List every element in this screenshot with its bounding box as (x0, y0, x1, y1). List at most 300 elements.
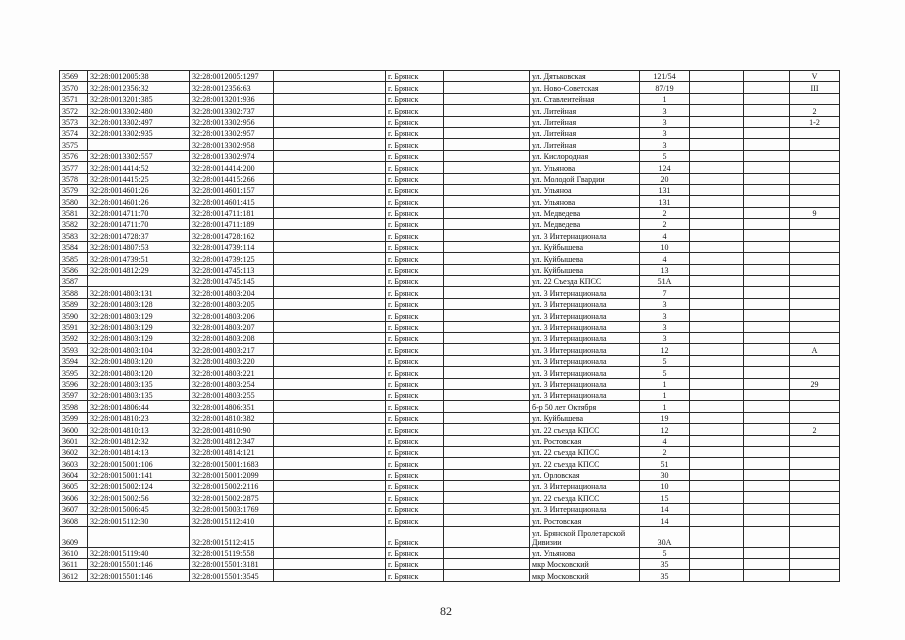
row-number-cell: 3600 (60, 424, 88, 435)
street-cell: ул. Ульянова (530, 162, 640, 173)
extra-cell (690, 458, 744, 469)
extra-cell (690, 298, 744, 309)
row-number-cell: 3593 (60, 344, 88, 355)
house-number-cell: 124 (640, 162, 690, 173)
row-number-cell: 3611 (60, 559, 88, 570)
cadastral-parent-cell: 32:28:0014803:128 (88, 298, 190, 309)
extra-cell (690, 321, 744, 332)
empty-cell (444, 71, 530, 82)
empty-cell (744, 503, 790, 514)
apartment-cell (790, 219, 840, 230)
table-row (60, 378, 840, 389)
cadastral-parent-cell: 32:28:0014812:29 (88, 264, 190, 275)
cadastral-number-cell: 32:28:0015001:2099 (190, 469, 274, 480)
empty-cell (274, 241, 386, 252)
empty-cell (274, 559, 386, 570)
row-number-cell: 3605 (60, 481, 88, 492)
empty-cell (444, 424, 530, 435)
city-cell: г. Брянск (386, 424, 444, 435)
cadastral-number-cell: 32:28:0014711:181 (190, 207, 274, 218)
extra-cell (690, 389, 744, 400)
row-number-cell: 3606 (60, 492, 88, 503)
empty-cell (444, 458, 530, 469)
empty-cell (444, 298, 530, 309)
extra-cell (690, 276, 744, 287)
apartment-cell (790, 196, 840, 207)
city-cell: г. Брянск (386, 570, 444, 581)
extra-cell (690, 435, 744, 446)
extra-cell (690, 469, 744, 480)
empty-cell (744, 446, 790, 457)
empty-cell (744, 230, 790, 241)
house-number-cell: 3 (640, 298, 690, 309)
cadastral-number-cell: 32:28:0014803:207 (190, 321, 274, 332)
cadastral-number-cell: 32:28:0015002:2116 (190, 481, 274, 492)
apartment-cell (790, 276, 840, 287)
page-number: 82 (440, 604, 452, 618)
street-cell: мкр Московский (530, 570, 640, 581)
house-number-cell: 87/19 (640, 82, 690, 93)
apartment-cell (790, 287, 840, 298)
cadastral-parent-cell: 32:28:0014806:44 (88, 401, 190, 412)
table-row (60, 150, 840, 161)
table-row (60, 547, 840, 558)
extra-cell (690, 71, 744, 82)
extra-cell (690, 264, 744, 275)
row-number-cell: 3587 (60, 276, 88, 287)
apartment-cell: 2 (790, 105, 840, 116)
cadastral-number-cell: 32:28:0014803:205 (190, 298, 274, 309)
cadastral-parent-cell: 32:28:0015119:40 (88, 547, 190, 558)
cadastral-number-cell: 32:28:0014415:266 (190, 173, 274, 184)
house-number-cell: 30 (640, 469, 690, 480)
table-row (60, 116, 840, 127)
street-cell: ул. 22 съезда КПСС (530, 458, 640, 469)
city-cell: г. Брянск (386, 150, 444, 161)
street-cell: ул. 3 Интернационала (530, 503, 640, 514)
table-row (60, 287, 840, 298)
table-row (60, 127, 840, 138)
empty-cell (744, 127, 790, 138)
empty-cell (744, 412, 790, 423)
empty-cell (444, 526, 530, 547)
apartment-cell (790, 492, 840, 503)
table-row (60, 469, 840, 480)
extra-cell (690, 481, 744, 492)
apartment-cell (790, 298, 840, 309)
table-row (60, 310, 840, 321)
street-cell: ул. Литейная (530, 139, 640, 150)
empty-cell (274, 355, 386, 366)
extra-cell (690, 116, 744, 127)
table-row (60, 570, 840, 581)
extra-cell (690, 332, 744, 343)
house-number-cell: 3 (640, 321, 690, 332)
house-number-cell: 131 (640, 196, 690, 207)
house-number-cell: 51А (640, 276, 690, 287)
row-number-cell: 3591 (60, 321, 88, 332)
extra-cell (690, 162, 744, 173)
cadastral-number-cell: 32:28:0013302:957 (190, 127, 274, 138)
city-cell: г. Брянск (386, 71, 444, 82)
city-cell: г. Брянск (386, 276, 444, 287)
extra-cell (690, 559, 744, 570)
empty-cell (274, 287, 386, 298)
cadastral-number-cell: 32:28:0014810:382 (190, 412, 274, 423)
apartment-cell (790, 481, 840, 492)
city-cell: г. Брянск (386, 355, 444, 366)
cadastral-parent-cell: 32:28:0014711:70 (88, 219, 190, 230)
apartment-cell (790, 355, 840, 366)
cadastral-number-cell: 32:28:0015501:3181 (190, 559, 274, 570)
city-cell: г. Брянск (386, 559, 444, 570)
row-number-cell: 3595 (60, 367, 88, 378)
empty-cell (744, 401, 790, 412)
house-number-cell: 1 (640, 378, 690, 389)
cadastral-parent-cell: 32:28:0015006:45 (88, 503, 190, 514)
empty-cell (444, 173, 530, 184)
empty-cell (274, 503, 386, 514)
extra-cell (690, 378, 744, 389)
extra-cell (690, 526, 744, 547)
row-number-cell: 3601 (60, 435, 88, 446)
table-row (60, 332, 840, 343)
row-number-cell: 3604 (60, 469, 88, 480)
city-cell: г. Брянск (386, 492, 444, 503)
cadastral-number-cell: 32:28:0014803:221 (190, 367, 274, 378)
city-cell: г. Брянск (386, 207, 444, 218)
city-cell: г. Брянск (386, 139, 444, 150)
cadastral-number-cell: 32:28:0014814:121 (190, 446, 274, 457)
empty-cell (274, 219, 386, 230)
city-cell: г. Брянск (386, 344, 444, 355)
city-cell: г. Брянск (386, 173, 444, 184)
row-number-cell: 3610 (60, 547, 88, 558)
empty-cell (744, 298, 790, 309)
house-number-cell: 3 (640, 310, 690, 321)
house-number-cell: 131 (640, 184, 690, 195)
city-cell: г. Брянск (386, 515, 444, 526)
house-number-cell: 2 (640, 446, 690, 457)
table-row (60, 389, 840, 400)
cadastral-parent-cell: 32:28:0013302:497 (88, 116, 190, 127)
cadastral-parent-cell: 32:28:0015002:124 (88, 481, 190, 492)
empty-cell (274, 184, 386, 195)
city-cell: г. Брянск (386, 435, 444, 446)
apartment-cell (790, 93, 840, 104)
cadastral-parent-cell: 32:28:0014814:13 (88, 446, 190, 457)
empty-cell (274, 162, 386, 173)
cadastral-number-cell: 32:28:0012356:63 (190, 82, 274, 93)
empty-cell (444, 503, 530, 514)
extra-cell (690, 230, 744, 241)
house-number-cell: 2 (640, 219, 690, 230)
table-row (60, 264, 840, 275)
empty-cell (444, 105, 530, 116)
table-row (60, 435, 840, 446)
house-number-cell: 1 (640, 401, 690, 412)
empty-cell (444, 276, 530, 287)
cadastral-parent-cell: 32:28:0014803:135 (88, 389, 190, 400)
cadastral-parent-cell: 32:28:0014414:52 (88, 162, 190, 173)
street-cell: ул. 3 Интернационала (530, 389, 640, 400)
cadastral-parent-cell: 32:28:0014810:23 (88, 412, 190, 423)
apartment-cell (790, 401, 840, 412)
empty-cell (744, 207, 790, 218)
extra-cell (690, 82, 744, 93)
apartment-cell (790, 515, 840, 526)
cadastral-number-cell: 32:28:0014803:255 (190, 389, 274, 400)
apartment-cell: 2 (790, 424, 840, 435)
empty-cell (744, 469, 790, 480)
empty-cell (744, 184, 790, 195)
row-number-cell: 3590 (60, 310, 88, 321)
city-cell: г. Брянск (386, 503, 444, 514)
city-cell: г. Брянск (386, 116, 444, 127)
apartment-cell (790, 435, 840, 446)
empty-cell (444, 389, 530, 400)
empty-cell (744, 367, 790, 378)
house-number-cell: 19 (640, 412, 690, 423)
cadastral-number-cell: 32:28:0015112:415 (190, 526, 274, 547)
extra-cell (690, 446, 744, 457)
empty-cell (274, 82, 386, 93)
empty-cell (274, 230, 386, 241)
cadastral-parent-cell: 32:28:0014803:120 (88, 367, 190, 378)
street-cell: ул. 3 Интернационала (530, 230, 640, 241)
property-table (59, 70, 840, 582)
extra-cell (690, 219, 744, 230)
row-number-cell: 3609 (60, 526, 88, 547)
street-cell: ул. Куйбышева (530, 264, 640, 275)
extra-cell (690, 515, 744, 526)
table-row (60, 401, 840, 412)
empty-cell (444, 196, 530, 207)
cadastral-parent-cell (88, 276, 190, 287)
city-cell: г. Брянск (386, 481, 444, 492)
street-cell: ул. 3 Интернационала (530, 344, 640, 355)
cadastral-parent-cell: 32:28:0014803:120 (88, 355, 190, 366)
apartment-cell: V (790, 71, 840, 82)
table-row (60, 321, 840, 332)
empty-cell (744, 458, 790, 469)
empty-cell (444, 253, 530, 264)
empty-cell (274, 570, 386, 581)
row-number-cell: 3584 (60, 241, 88, 252)
street-cell: ул. 22 съезда КПСС (530, 424, 640, 435)
cadastral-number-cell: 32:28:0015002:2875 (190, 492, 274, 503)
empty-cell (274, 547, 386, 558)
empty-cell (274, 492, 386, 503)
empty-cell (744, 71, 790, 82)
empty-cell (744, 492, 790, 503)
cadastral-number-cell: 32:28:0012005:1297 (190, 71, 274, 82)
extra-cell (690, 93, 744, 104)
empty-cell (744, 559, 790, 570)
table-row (60, 219, 840, 230)
cadastral-parent-cell: 32:28:0015501:146 (88, 559, 190, 570)
table-row (60, 241, 840, 252)
empty-cell (744, 332, 790, 343)
apartment-cell (790, 150, 840, 161)
cadastral-parent-cell: 32:28:0014803:131 (88, 287, 190, 298)
city-cell: г. Брянск (386, 196, 444, 207)
row-number-cell: 3589 (60, 298, 88, 309)
row-number-cell: 3576 (60, 150, 88, 161)
empty-cell (274, 458, 386, 469)
row-number-cell: 3596 (60, 378, 88, 389)
empty-cell (274, 71, 386, 82)
empty-cell (274, 332, 386, 343)
empty-cell (444, 219, 530, 230)
empty-cell (744, 547, 790, 558)
empty-cell (744, 162, 790, 173)
row-number-cell: 3583 (60, 230, 88, 241)
row-number-cell: 3585 (60, 253, 88, 264)
house-number-cell: 7 (640, 287, 690, 298)
empty-cell (444, 150, 530, 161)
house-number-cell: 5 (640, 547, 690, 558)
city-cell: г. Брянск (386, 367, 444, 378)
house-number-cell: 5 (640, 355, 690, 366)
empty-cell (444, 492, 530, 503)
house-number-cell: 2 (640, 207, 690, 218)
empty-cell (444, 355, 530, 366)
cadastral-parent-cell: 32:28:0014810:13 (88, 424, 190, 435)
cadastral-parent-cell: 32:28:0015112:30 (88, 515, 190, 526)
extra-cell (690, 310, 744, 321)
empty-cell (444, 321, 530, 332)
cadastral-number-cell: 32:28:0014806:351 (190, 401, 274, 412)
cadastral-parent-cell: 32:28:0014601:26 (88, 196, 190, 207)
cadastral-parent-cell: 32:28:0012356:32 (88, 82, 190, 93)
city-cell: г. Брянск (386, 82, 444, 93)
table-row (60, 139, 840, 150)
empty-cell (744, 378, 790, 389)
house-number-cell: 3 (640, 127, 690, 138)
street-cell: ул. 3 Интернационала (530, 321, 640, 332)
street-cell: ул. 3 Интернационала (530, 332, 640, 343)
row-number-cell: 3582 (60, 219, 88, 230)
extra-cell (690, 367, 744, 378)
apartment-cell: 1-2 (790, 116, 840, 127)
cadastral-parent-cell: 32:28:0015501:146 (88, 570, 190, 581)
cadastral-parent-cell: 32:28:0014601:26 (88, 184, 190, 195)
empty-cell (744, 321, 790, 332)
cadastral-parent-cell: 32:28:0014812:32 (88, 435, 190, 446)
empty-cell (444, 82, 530, 93)
extra-cell (690, 344, 744, 355)
city-cell: г. Брянск (386, 241, 444, 252)
empty-cell (744, 150, 790, 161)
street-cell: ул. 3 Интернационала (530, 367, 640, 378)
apartment-cell (790, 310, 840, 321)
extra-cell (690, 547, 744, 558)
house-number-cell: 35 (640, 559, 690, 570)
city-cell: г. Брянск (386, 162, 444, 173)
cadastral-parent-cell: 32:28:0014807:53 (88, 241, 190, 252)
empty-cell (274, 446, 386, 457)
empty-cell (744, 105, 790, 116)
empty-cell (274, 150, 386, 161)
table-row (60, 367, 840, 378)
row-number-cell: 3599 (60, 412, 88, 423)
street-cell: ул. 22 Съезда КПСС (530, 276, 640, 287)
city-cell: г. Брянск (386, 105, 444, 116)
row-number-cell: 3607 (60, 503, 88, 514)
table-row (60, 93, 840, 104)
empty-cell (744, 173, 790, 184)
row-number-cell: 3612 (60, 570, 88, 581)
cadastral-parent-cell: 32:28:0015002:56 (88, 492, 190, 503)
extra-cell (690, 503, 744, 514)
empty-cell (444, 207, 530, 218)
cadastral-number-cell: 32:28:0014803:208 (190, 332, 274, 343)
empty-cell (274, 344, 386, 355)
city-cell: г. Брянск (386, 127, 444, 138)
empty-cell (444, 127, 530, 138)
cadastral-parent-cell: 32:28:0014803:129 (88, 321, 190, 332)
house-number-cell: 10 (640, 481, 690, 492)
empty-cell (744, 389, 790, 400)
apartment-cell (790, 139, 840, 150)
row-number-cell: 3581 (60, 207, 88, 218)
table-row (60, 559, 840, 570)
empty-cell (744, 310, 790, 321)
city-cell: г. Брянск (386, 219, 444, 230)
cadastral-parent-cell: 32:28:0014803:129 (88, 310, 190, 321)
cadastral-parent-cell: 32:28:0014728:37 (88, 230, 190, 241)
table-row (60, 526, 840, 547)
street-cell: ул. Куйбышева (530, 241, 640, 252)
cadastral-number-cell: 32:28:0014711:189 (190, 219, 274, 230)
street-cell: ул. 3 Интернационала (530, 355, 640, 366)
empty-cell (444, 547, 530, 558)
city-cell: г. Брянск (386, 526, 444, 547)
cadastral-parent-cell: 32:28:0012005:38 (88, 71, 190, 82)
table-row (60, 230, 840, 241)
apartment-cell (790, 332, 840, 343)
table-row (60, 105, 840, 116)
street-cell: ул. Ставлеитейная (530, 93, 640, 104)
empty-cell (444, 332, 530, 343)
cadastral-number-cell: 32:28:0014601:415 (190, 196, 274, 207)
empty-cell (444, 559, 530, 570)
table-row (60, 492, 840, 503)
cadastral-number-cell: 32:28:0014739:125 (190, 253, 274, 264)
apartment-cell (790, 184, 840, 195)
cadastral-number-cell: 32:28:0013302:956 (190, 116, 274, 127)
cadastral-parent-cell: 32:28:0014739:51 (88, 253, 190, 264)
empty-cell (274, 321, 386, 332)
street-cell: ул. Кислородная (530, 150, 640, 161)
cadastral-number-cell: 32:28:0015003:1769 (190, 503, 274, 514)
row-number-cell: 3572 (60, 105, 88, 116)
street-cell: мкр Московский (530, 559, 640, 570)
empty-cell (274, 378, 386, 389)
street-cell: ул. 3 Интернационала (530, 481, 640, 492)
street-cell: ул. Куйбышева (530, 412, 640, 423)
city-cell: г. Брянск (386, 321, 444, 332)
city-cell: г. Брянск (386, 547, 444, 558)
empty-cell (744, 139, 790, 150)
row-number-cell: 3592 (60, 332, 88, 343)
cadastral-parent-cell: 32:28:0013302:935 (88, 127, 190, 138)
apartment-cell (790, 547, 840, 558)
house-number-cell: 3 (640, 139, 690, 150)
empty-cell (444, 139, 530, 150)
empty-cell (274, 276, 386, 287)
